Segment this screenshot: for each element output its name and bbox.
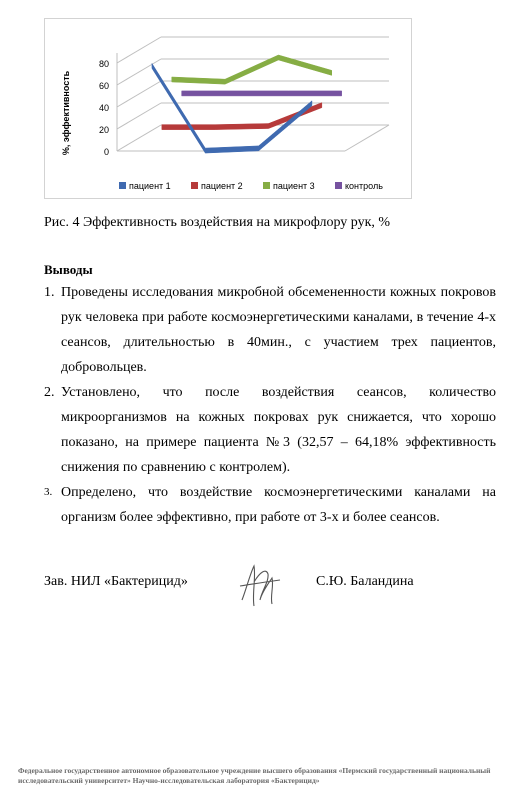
- gridline-side: [117, 125, 161, 151]
- conclusions-list: [44, 280, 496, 530]
- signatory-name: С.Ю. Баландина: [316, 574, 414, 589]
- gridline-side: [117, 81, 161, 107]
- legend-swatch-2: [191, 182, 198, 189]
- y-tick-label: 0: [103, 147, 109, 157]
- legend-label-4: контроль: [345, 181, 383, 191]
- y-tick-label: 40: [98, 103, 109, 113]
- legend-label-1: пациент 1: [129, 181, 171, 191]
- gridline-side: [117, 37, 161, 63]
- y-tick-label: 80: [98, 59, 109, 69]
- signature-block: [44, 566, 496, 616]
- conclusion-number: 3.: [44, 486, 53, 498]
- conclusion-text: Установлено, что после воздействия сеансов, количество микроорганизмов на кожных покровах рук снижается, что хорошо показано, на примере пациента №3 (32,57 – 64,18% эффективность снижения по сравнению с контролем).: [61, 385, 496, 475]
- y-tick-label: 60: [98, 81, 109, 91]
- legend-swatch-4: [335, 182, 342, 189]
- footer-institution: Федеральное государственное автономное образовательное учреждение высшего образования «Пермский государственный национальный исследовательский университет» Научно-исследовательская лаборатория «Бактерицид»: [18, 766, 491, 785]
- conclusions-title: Выводы: [44, 262, 93, 277]
- conclusion-item-2: [44, 380, 496, 480]
- handwritten-signature: [232, 560, 288, 612]
- figure-caption: Рис. 4 Эффективность воздействия на микрофлору рук, %: [44, 215, 391, 230]
- legend-label-3: пациент 3: [273, 181, 315, 191]
- y-axis-title: %, эффективность: [61, 70, 71, 156]
- conclusion-item-3: [44, 480, 496, 530]
- series-ribbon-4: [182, 91, 342, 96]
- conclusion-text: Проведены исследования микробной обсемененности кожных покровов рук человека при работе космоэнергетическими каналами, в течение 4-х сеансов, длительностью в 40мин., с участием трех пациентов, добровольцев.: [61, 285, 496, 375]
- conclusion-item-1: [44, 280, 496, 380]
- conclusion-text: Определено, что воздействие космоэнергетическими каналами на организм более эффективно, при работе от 3-х и более сеансов.: [61, 485, 496, 525]
- conclusion-number: 1.: [44, 285, 55, 300]
- legend-label-2: пациент 2: [201, 181, 243, 191]
- conclusion-number: 2.: [44, 385, 55, 400]
- signatory-position: Зав. НИЛ «Бактерицид»: [44, 574, 188, 589]
- legend-swatch-3: [263, 182, 270, 189]
- gridline-side: [117, 103, 161, 129]
- floor-right-edge: [345, 125, 389, 151]
- y-tick-label: 20: [98, 125, 109, 135]
- effectiveness-chart: [44, 18, 412, 199]
- chart-canvas: [45, 19, 411, 198]
- legend-swatch-1: [119, 182, 126, 189]
